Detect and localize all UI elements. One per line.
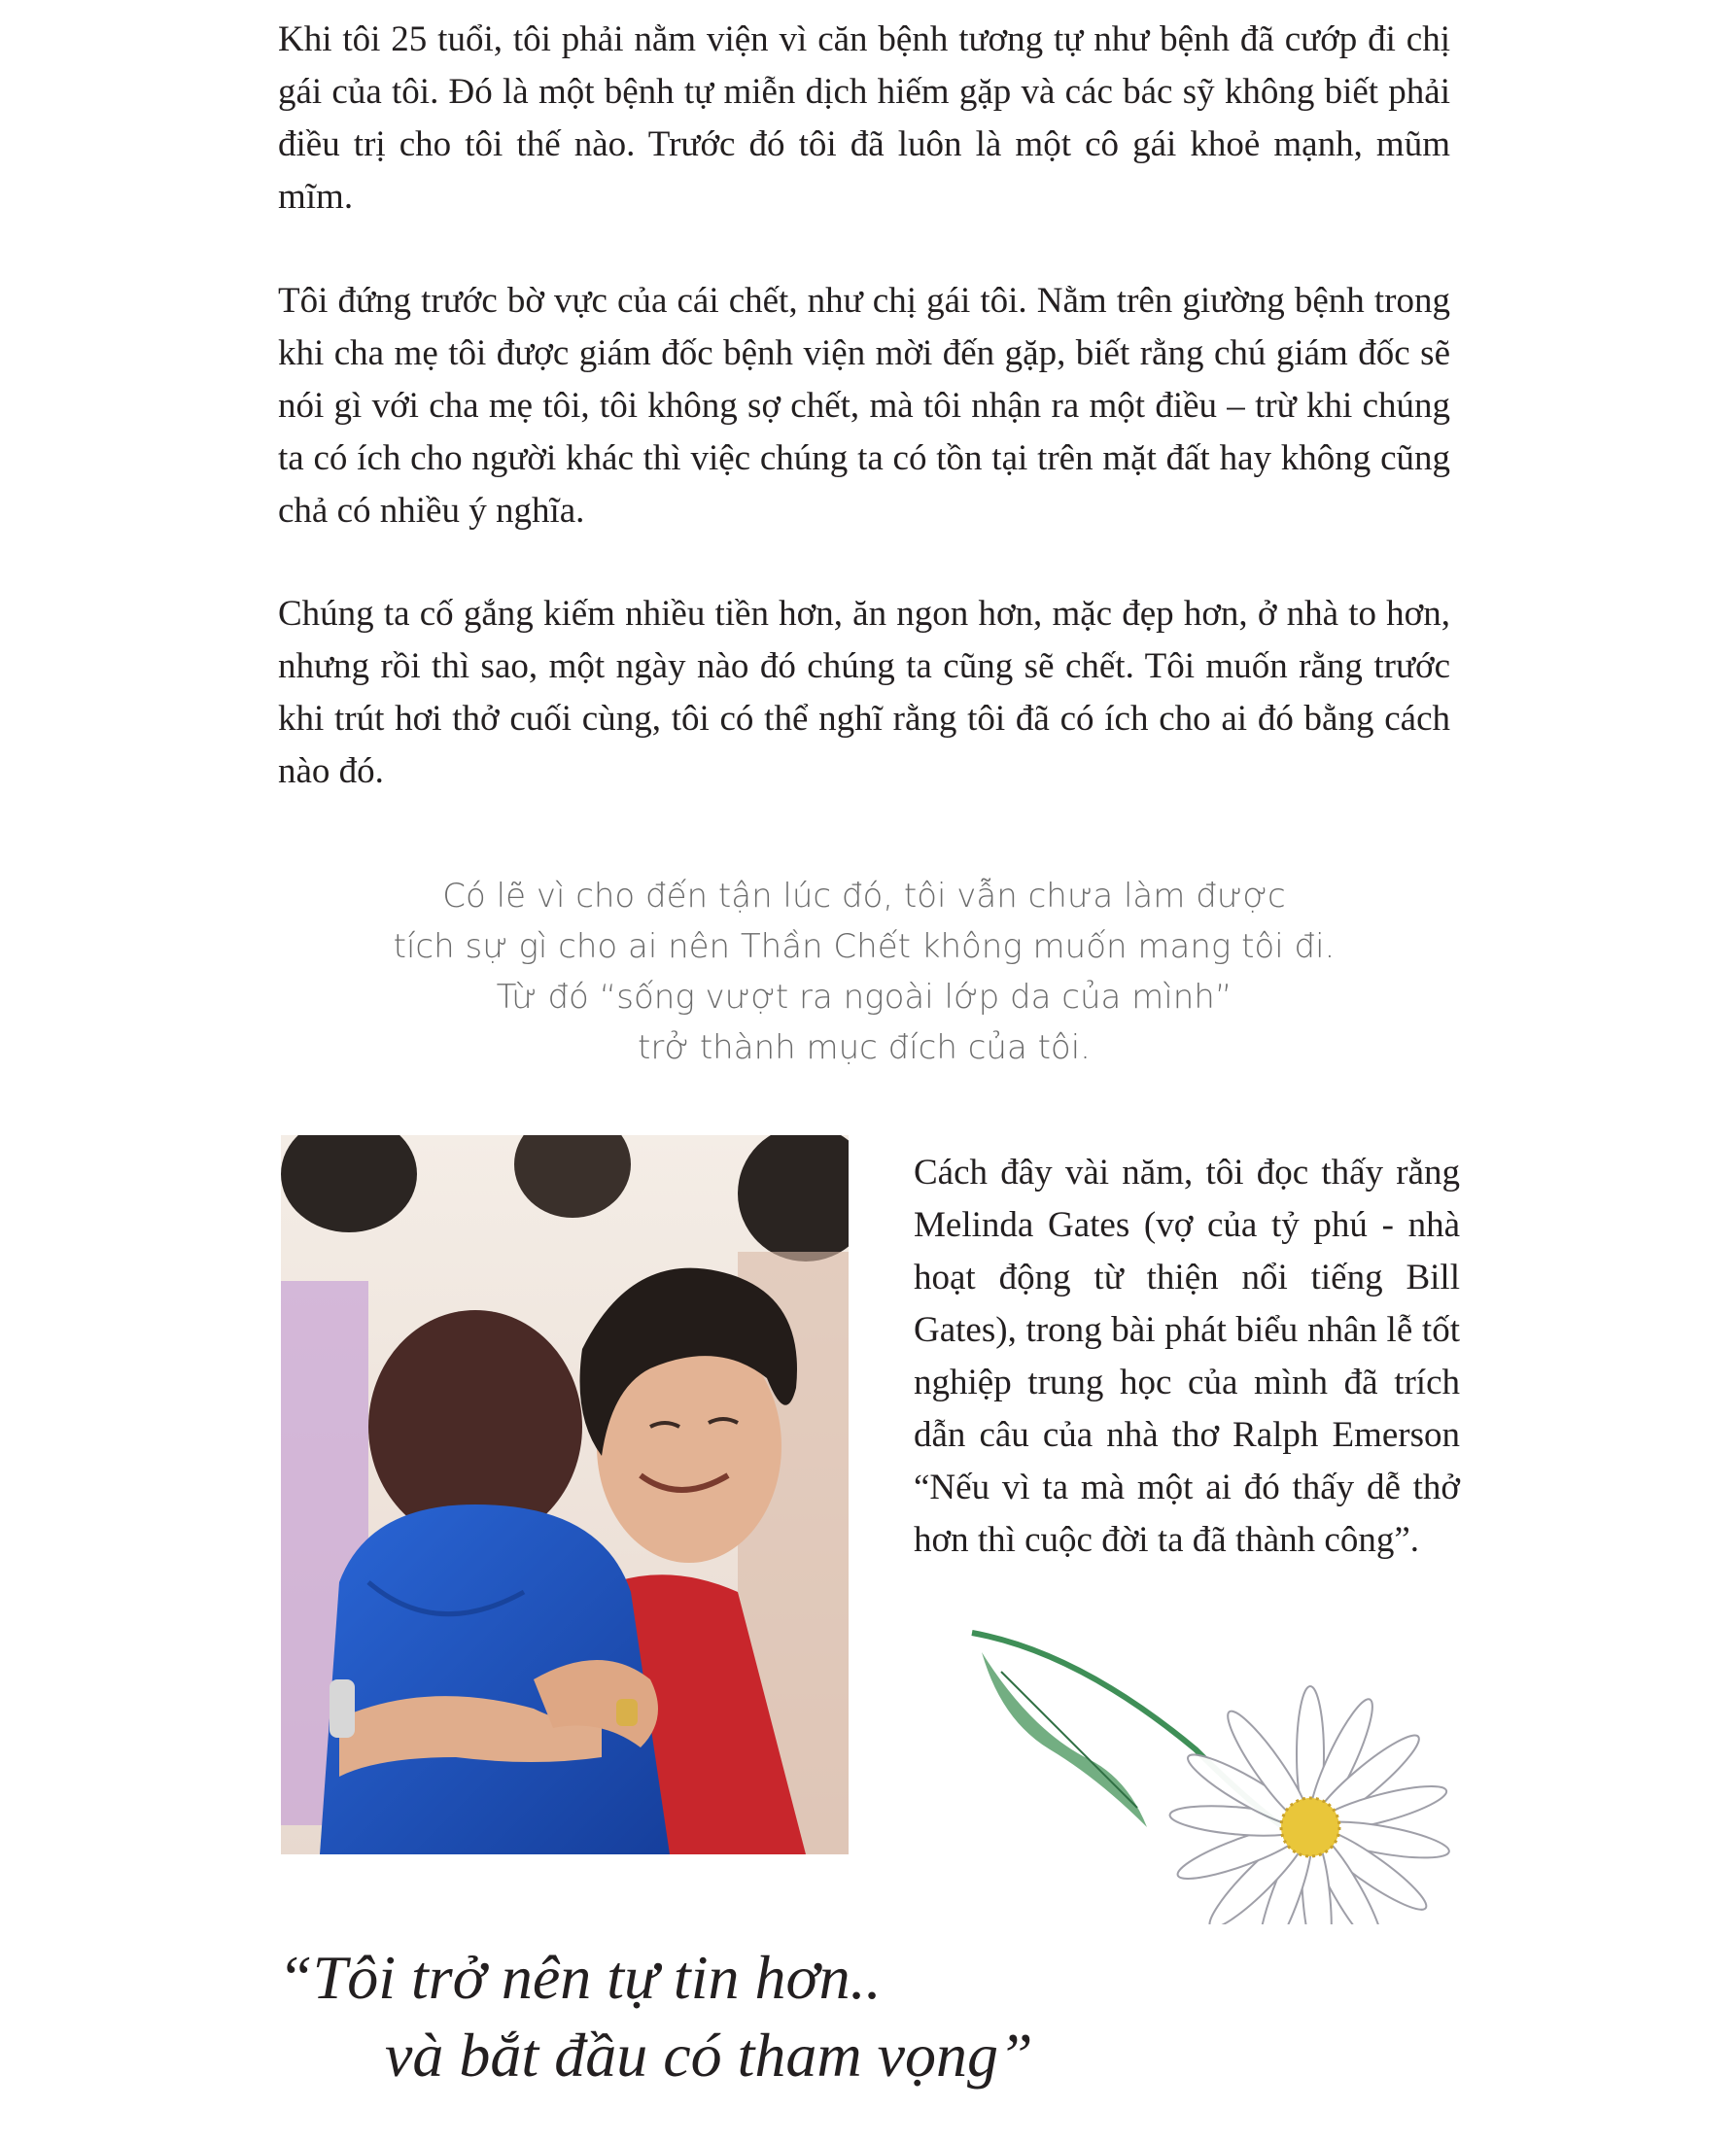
paragraph-3: Chúng ta cố gắng kiếm nhiều tiền hơn, ăn ngon hơn, mặc đẹp hơn, ở nhà to hơn, nhưng rồi thì sao, một ngày nào đó chúng ta cũng sẽ chết. Tôi muốn rằng trước khi trút hơi thở cuối cùng, tôi có thể nghĩ rằng tôi đã có ích cho ai đó bằng cách nào đó.	[278, 594, 1450, 791]
pull-quote-line: tích sự gì cho ai nên Thần Chết không muốn mang tôi đi.	[393, 927, 1336, 966]
closing-quote-line-2: và bắt đầu có tham vọng”	[385, 2021, 1033, 2090]
side-paragraph: Cách đây vài năm, tôi đọc thấy rằng Melinda Gates (vợ của tỷ phú - nhà hoạt động từ thiện nổi tiếng Bill Gates), trong bài phát biểu nhân lễ tốt nghiệp trung học của mình đã trích dẫn câu của nhà thơ Ralph Emerson “Nếu vì ta mà một ai đó thấy dễ thở hơn thì cuộc đời ta đã thành công”.	[914, 1153, 1460, 1560]
paragraph-1: Khi tôi 25 tuổi, tôi phải nằm viện vì căn bệnh tương tự như bệnh đã cướp đi chị gái của tôi. Đó là một bệnh tự miễn dịch hiếm gặp và các bác sỹ không biết phải điều trị cho tôi thế nào. Trước đó tôi đã luôn là một cô gái khoẻ mạnh, mũm mĩm.	[278, 19, 1450, 217]
pull-quote-line: Từ đó “sống vượt ra ngoài lớp da của mình”	[496, 978, 1233, 1017]
hug-photo	[281, 1135, 849, 1854]
pull-quote-line: trở thành mục đích của tôi.	[638, 1028, 1091, 1067]
daisy-illustration	[962, 1613, 1487, 1924]
pull-quote	[278, 871, 1450, 1073]
closing-quote-line-1: “Tôi trở nên tự tin hơn..	[278, 1943, 882, 2012]
flower-petals	[1168, 1686, 1451, 1924]
hug-photo-illustration	[281, 1135, 849, 1854]
pull-quote-line: Có lẽ vì cho đến tận lúc đó, tôi vẫn chưa làm được	[442, 877, 1286, 916]
closing-quote	[278, 1939, 1033, 2094]
flower-leaf	[982, 1652, 1147, 1827]
paragraph-2: Tôi đứng trước bờ vực của cái chết, như chị gái tôi. Nằm trên giường bệnh trong khi cha mẹ tôi được giám đốc bệnh viện mời đến gặp, biết rằng chú giám đốc sẽ nói gì với cha mẹ tôi, tôi không sợ chết, mà tôi nhận ra một điều – trừ khi chúng ta có ích cho người khác thì việc chúng ta có tồn tại trên mặt đất hay không cũng chả có nhiều ý nghĩa.	[278, 281, 1450, 531]
